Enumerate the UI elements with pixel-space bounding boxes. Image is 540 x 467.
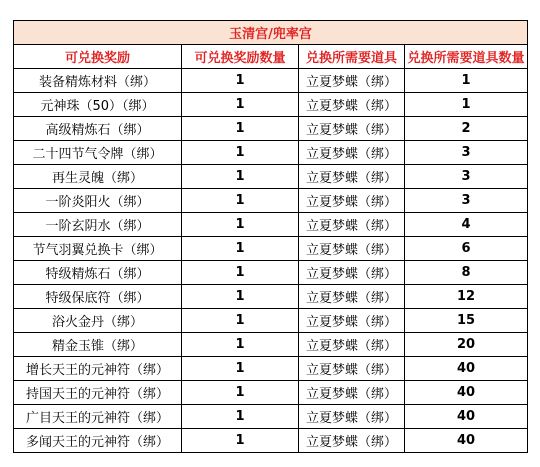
header-required-quantity: 兑换所需要道具数量 xyxy=(405,45,528,69)
reward-quantity-cell: 1 xyxy=(182,165,299,189)
reward-cell: 增长天王的元神符（绑） xyxy=(14,357,182,381)
reward-cell: 装备精炼材料（绑） xyxy=(14,69,182,93)
reward-quantity-cell: 1 xyxy=(182,405,299,429)
required-item-cell: 立夏梦蝶（绑） xyxy=(299,69,405,93)
required-quantity-cell: 40 xyxy=(405,381,528,405)
table-row xyxy=(14,165,528,189)
table-row xyxy=(14,333,528,357)
reward-quantity-cell: 1 xyxy=(182,93,299,117)
reward-cell: 特级保底符（绑） xyxy=(14,285,182,309)
required-item-cell: 立夏梦蝶（绑） xyxy=(299,165,405,189)
reward-quantity-cell: 1 xyxy=(182,69,299,93)
reward-cell: 特级精炼石（绑） xyxy=(14,261,182,285)
reward-cell: 二十四节气令牌（绑） xyxy=(14,141,182,165)
table-row xyxy=(14,405,528,429)
required-item-cell: 立夏梦蝶（绑） xyxy=(299,141,405,165)
required-item-cell: 立夏梦蝶（绑） xyxy=(299,261,405,285)
required-quantity-cell: 15 xyxy=(405,309,528,333)
reward-cell: 元神珠（50）（绑） xyxy=(14,93,182,117)
table-row xyxy=(14,213,528,237)
required-quantity-cell: 40 xyxy=(405,357,528,381)
reward-quantity-cell: 1 xyxy=(182,237,299,261)
required-item-cell: 立夏梦蝶（绑） xyxy=(299,381,405,405)
required-quantity-cell: 1 xyxy=(405,93,528,117)
reward-cell: 浴火金丹（绑） xyxy=(14,309,182,333)
required-quantity-cell: 4 xyxy=(405,213,528,237)
required-quantity-cell: 40 xyxy=(405,429,528,453)
required-item-cell: 立夏梦蝶（绑） xyxy=(299,213,405,237)
required-quantity-cell: 12 xyxy=(405,285,528,309)
reward-quantity-cell: 1 xyxy=(182,189,299,213)
reward-quantity-cell: 1 xyxy=(182,357,299,381)
required-item-cell: 立夏梦蝶（绑） xyxy=(299,429,405,453)
required-item-cell: 立夏梦蝶（绑） xyxy=(299,93,405,117)
required-quantity-cell: 20 xyxy=(405,333,528,357)
reward-quantity-cell: 1 xyxy=(182,117,299,141)
table-row xyxy=(14,285,528,309)
required-quantity-cell: 8 xyxy=(405,261,528,285)
table-row xyxy=(14,93,528,117)
reward-cell: 再生灵魄（绑） xyxy=(14,165,182,189)
table-row xyxy=(14,189,528,213)
table-row xyxy=(14,381,528,405)
table-row xyxy=(14,117,528,141)
required-item-cell: 立夏梦蝶（绑） xyxy=(299,189,405,213)
reward-quantity-cell: 1 xyxy=(182,261,299,285)
required-quantity-cell: 3 xyxy=(405,165,528,189)
table-row xyxy=(14,429,528,453)
reward-quantity-cell: 1 xyxy=(182,429,299,453)
required-item-cell: 立夏梦蝶（绑） xyxy=(299,405,405,429)
table-row xyxy=(14,309,528,333)
table-title-row xyxy=(14,21,528,45)
header-required-item: 兑换所需要道具 xyxy=(299,45,405,69)
required-quantity-cell: 3 xyxy=(405,141,528,165)
reward-cell: 持国天王的元神符（绑） xyxy=(14,381,182,405)
table-row xyxy=(14,261,528,285)
required-item-cell: 立夏梦蝶（绑） xyxy=(299,285,405,309)
required-quantity-cell: 2 xyxy=(405,117,528,141)
required-quantity-cell: 40 xyxy=(405,405,528,429)
reward-cell: 高级精炼石（绑） xyxy=(14,117,182,141)
table-row xyxy=(14,141,528,165)
reward-cell: 节气羽翼兑换卡（绑） xyxy=(14,237,182,261)
required-quantity-cell: 6 xyxy=(405,237,528,261)
reward-cell: 一阶炎阳火（绑） xyxy=(14,189,182,213)
table-title: 玉清宫/兜率宫 xyxy=(14,21,528,45)
required-item-cell: 立夏梦蝶（绑） xyxy=(299,357,405,381)
reward-quantity-cell: 1 xyxy=(182,213,299,237)
required-quantity-cell: 3 xyxy=(405,189,528,213)
required-item-cell: 立夏梦蝶（绑） xyxy=(299,237,405,261)
reward-cell: 精金玉锥（绑） xyxy=(14,333,182,357)
reward-quantity-cell: 1 xyxy=(182,333,299,357)
header-reward: 可兑换奖励 xyxy=(14,45,182,69)
reward-quantity-cell: 1 xyxy=(182,285,299,309)
reward-cell: 一阶玄阴水（绑） xyxy=(14,213,182,237)
reward-cell: 广目天王的元神符（绑） xyxy=(14,405,182,429)
reward-quantity-cell: 1 xyxy=(182,309,299,333)
table-row xyxy=(14,357,528,381)
reward-quantity-cell: 1 xyxy=(182,381,299,405)
required-item-cell: 立夏梦蝶（绑） xyxy=(299,309,405,333)
table-header-row xyxy=(14,45,528,69)
reward-quantity-cell: 1 xyxy=(182,141,299,165)
required-item-cell: 立夏梦蝶（绑） xyxy=(299,117,405,141)
exchange-table xyxy=(13,20,528,453)
required-item-cell: 立夏梦蝶（绑） xyxy=(299,333,405,357)
table-row xyxy=(14,69,528,93)
header-reward-quantity: 可兑换奖励数量 xyxy=(182,45,299,69)
reward-cell: 多闻天王的元神符（绑） xyxy=(14,429,182,453)
table-row xyxy=(14,237,528,261)
required-quantity-cell: 1 xyxy=(405,69,528,93)
